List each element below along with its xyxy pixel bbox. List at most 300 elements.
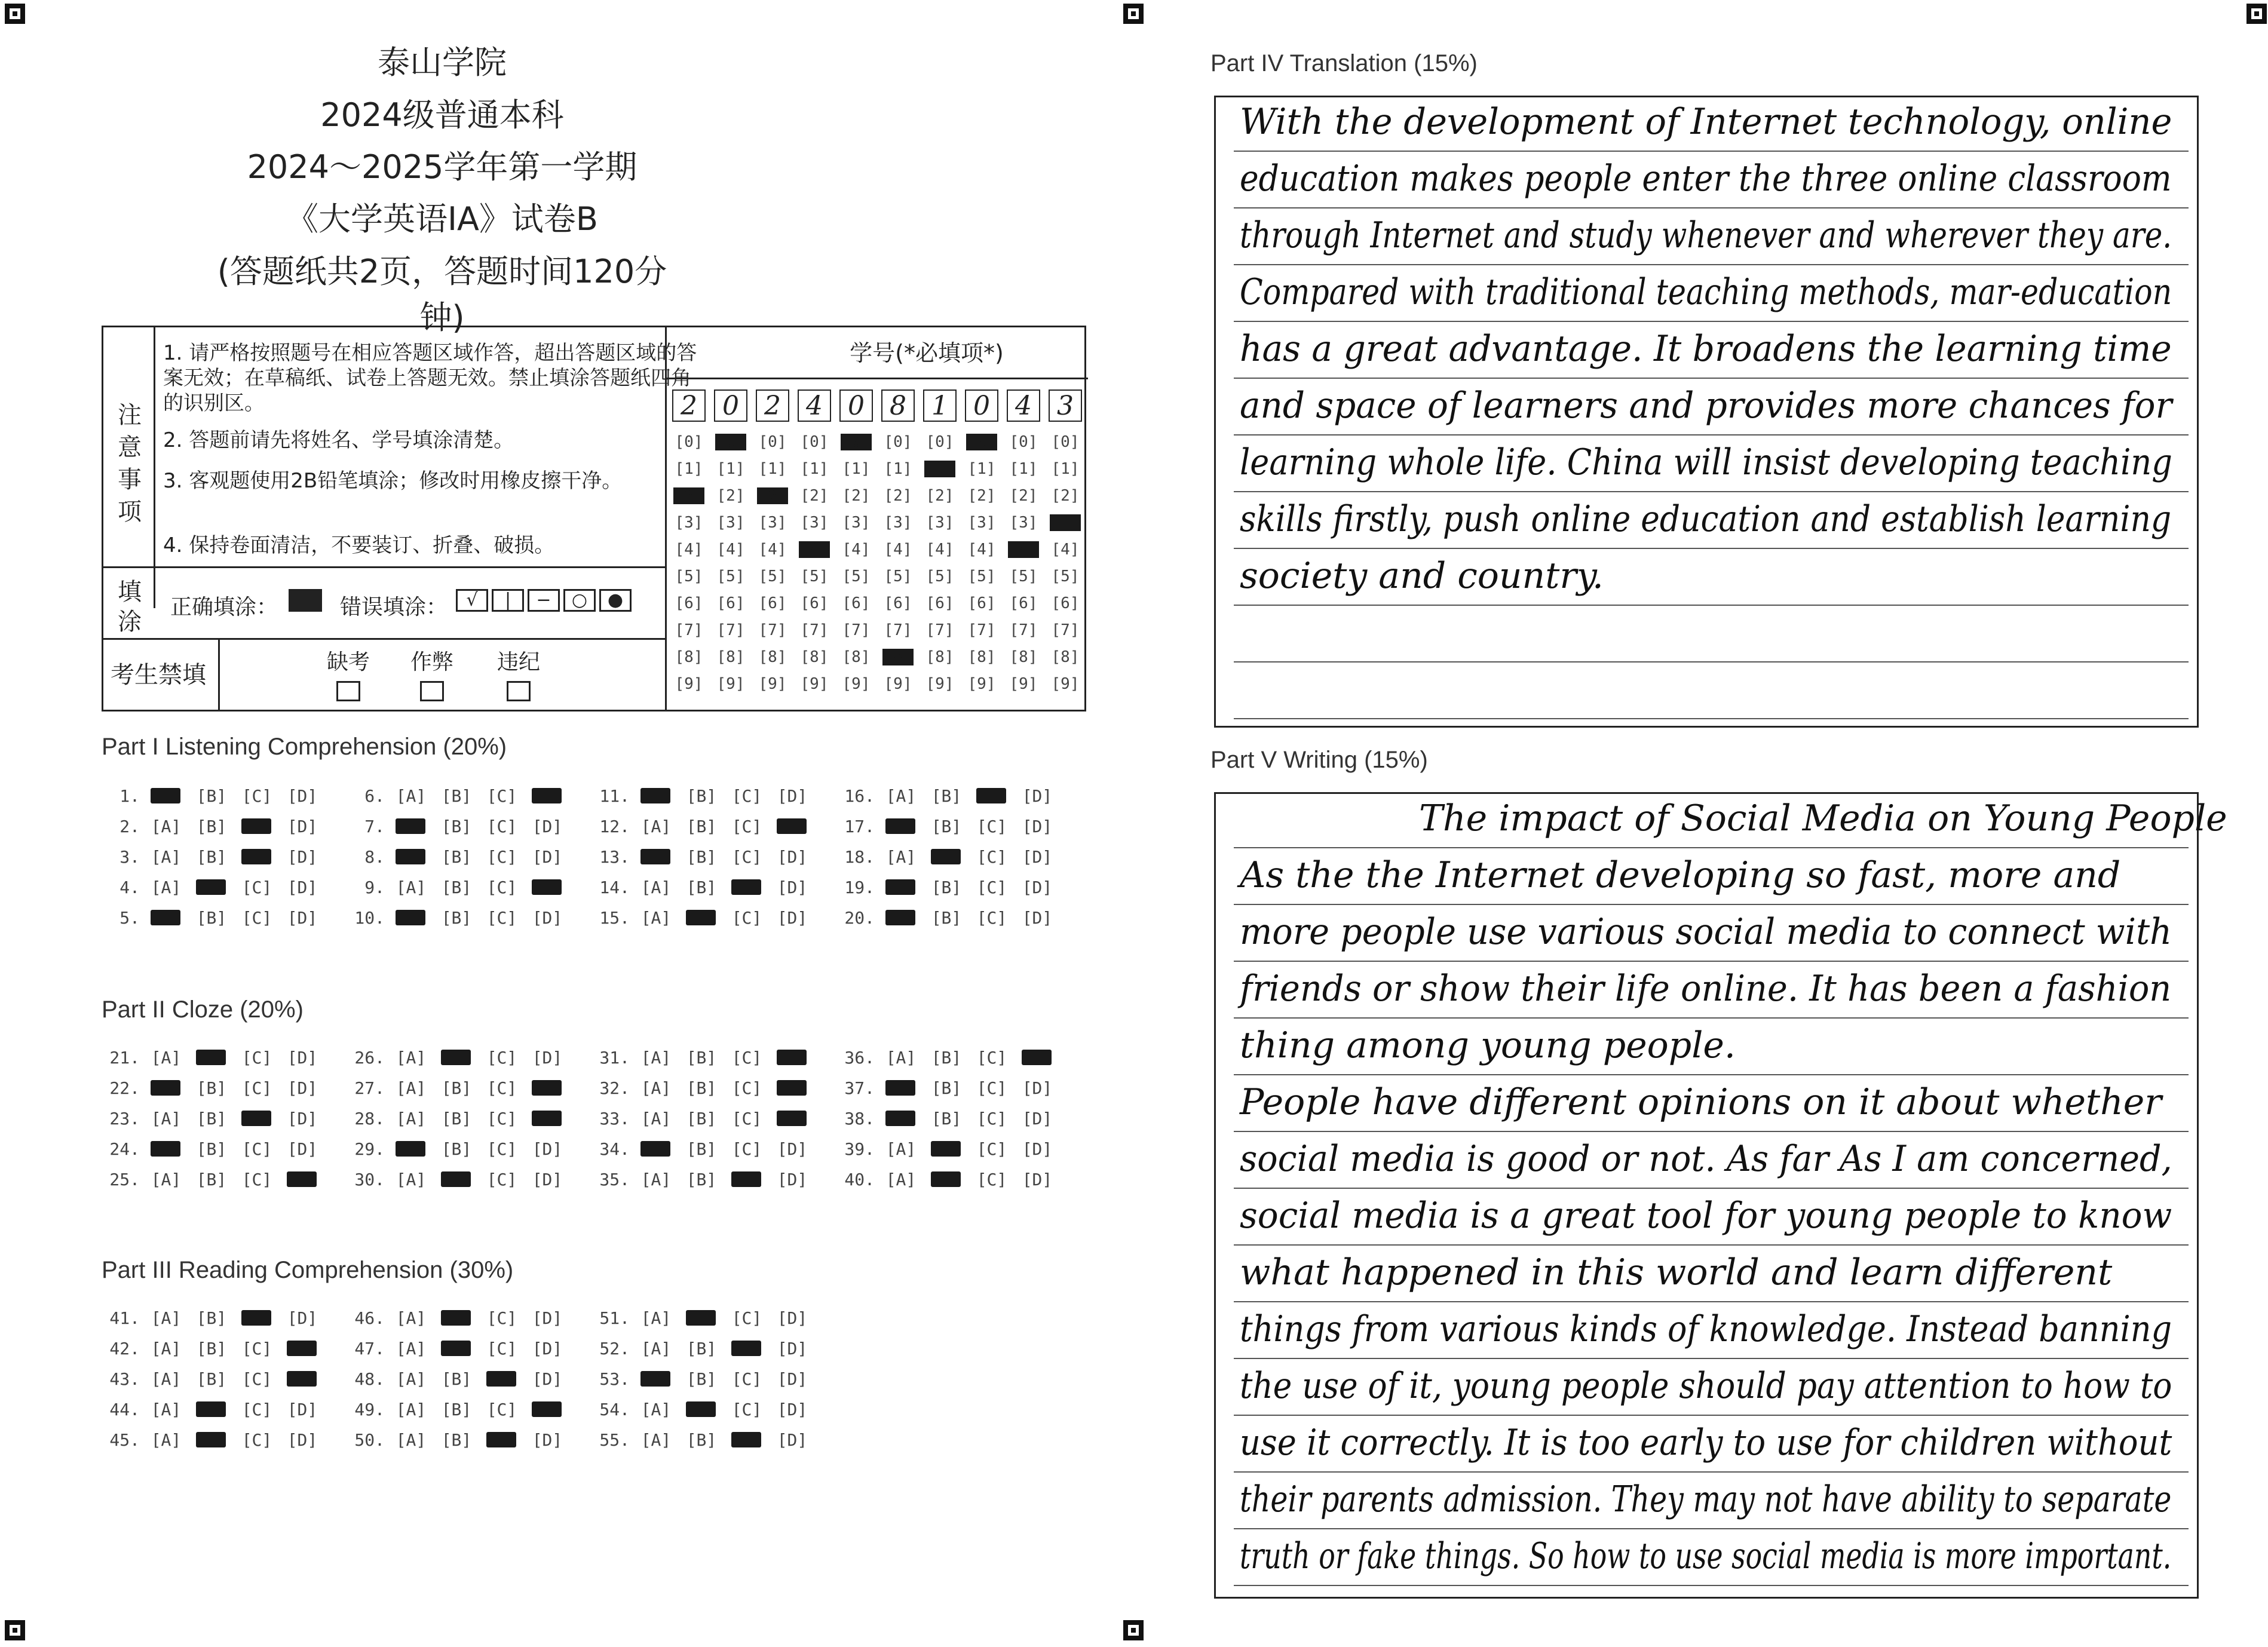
answer-bubble-d[interactable]: [D] <box>287 817 318 836</box>
answer-bubble-d[interactable]: [D] <box>777 1369 808 1389</box>
answer-bubble-d[interactable]: [D] <box>532 1170 563 1189</box>
answer-bubble-c[interactable]: [C] <box>241 908 272 928</box>
answer-bubble-c[interactable]: [C] <box>241 878 272 897</box>
answer-bubble-c[interactable]: [C] <box>241 1048 272 1068</box>
student-id-bubble[interactable]: [5] <box>1051 568 1080 585</box>
answer-bubble-c[interactable]: [C] <box>976 1048 1007 1068</box>
answer-bubble-c[interactable] <box>724 1430 770 1450</box>
student-id-bubble[interactable]: [7] <box>800 621 829 639</box>
student-id-bubble[interactable]: [5] <box>842 568 871 585</box>
answer-bubble-c[interactable]: [C] <box>976 878 1007 897</box>
answer-bubble-b[interactable]: [B] <box>441 1400 472 1419</box>
translation-answer-box[interactable] <box>1214 96 2199 728</box>
student-id-bubble[interactable]: [3] <box>884 514 912 532</box>
answer-bubble-a[interactable]: [A] <box>885 1139 917 1159</box>
answer-bubble-a[interactable] <box>878 1078 924 1098</box>
answer-bubble-d[interactable]: [D] <box>532 1430 563 1450</box>
student-id-bubble[interactable]: [3] <box>758 514 787 532</box>
answer-bubble-a[interactable]: [A] <box>640 1400 672 1419</box>
answer-bubble-c[interactable] <box>724 878 770 897</box>
student-id-bubble[interactable]: [0] <box>1009 433 1038 451</box>
student-id-bubble[interactable]: [9] <box>716 675 745 693</box>
answer-bubble-c[interactable]: [C] <box>976 1139 1007 1159</box>
student-id-bubble[interactable]: [6] <box>1009 594 1038 612</box>
student-id-bubble[interactable]: [3] <box>1050 514 1081 531</box>
answer-bubble-a[interactable] <box>633 847 679 867</box>
student-id-bubble[interactable]: [6] <box>716 594 745 612</box>
answer-bubble-d[interactable]: [D] <box>1022 1170 1053 1189</box>
answer-bubble-b[interactable]: [B] <box>441 908 472 928</box>
answer-bubble-b[interactable]: [B] <box>686 847 717 867</box>
answer-bubble-b[interactable]: [B] <box>931 1078 962 1098</box>
answer-bubble-d[interactable]: [D] <box>287 1048 318 1068</box>
answer-bubble-d[interactable]: [D] <box>777 1339 808 1358</box>
answer-bubble-d[interactable]: [D] <box>1022 1109 1053 1128</box>
answer-bubble-d[interactable]: [D] <box>532 1048 563 1068</box>
answer-bubble-c[interactable]: [C] <box>486 1139 517 1159</box>
student-id-bubble[interactable]: [4] <box>675 541 703 559</box>
answer-bubble-a[interactable]: [A] <box>640 1170 672 1189</box>
answer-bubble-d[interactable]: [D] <box>287 1078 318 1098</box>
answer-bubble-a[interactable] <box>143 1078 189 1098</box>
student-id-bubble[interactable]: [9] <box>1009 675 1038 693</box>
student-id-bubble[interactable]: [8] <box>967 648 996 666</box>
answer-bubble-d[interactable]: [D] <box>287 908 318 928</box>
student-id-bubble[interactable]: [4] <box>716 541 745 559</box>
answer-bubble-c[interactable]: [C] <box>976 1078 1007 1098</box>
answer-bubble-b[interactable]: [B] <box>196 1170 227 1189</box>
answer-bubble-b[interactable] <box>924 1139 969 1159</box>
answer-bubble-d[interactable]: [D] <box>1022 817 1053 836</box>
answer-bubble-b[interactable]: [B] <box>196 1369 227 1389</box>
answer-bubble-b[interactable]: [B] <box>686 817 717 836</box>
student-id-digit-cell[interactable]: 8 <box>881 389 915 422</box>
student-id-digit-cell[interactable]: 1 <box>923 389 957 422</box>
answer-bubble-d[interactable]: [D] <box>777 1170 808 1189</box>
answer-bubble-d[interactable]: [D] <box>1022 1078 1053 1098</box>
student-id-bubble[interactable]: [1] <box>884 460 912 478</box>
ban-absent-box[interactable] <box>336 681 360 701</box>
answer-bubble-a[interactable] <box>878 817 924 836</box>
student-id-bubble[interactable]: [1] <box>924 461 955 477</box>
answer-bubble-a[interactable]: [A] <box>151 847 182 867</box>
student-id-bubble[interactable]: [8] <box>675 648 703 666</box>
answer-bubble-c[interactable]: [C] <box>731 1109 762 1128</box>
student-id-bubble[interactable]: [6] <box>842 594 871 612</box>
answer-bubble-d[interactable] <box>525 1400 570 1419</box>
answer-bubble-b[interactable]: [B] <box>686 1339 717 1358</box>
answer-bubble-d[interactable]: [D] <box>287 847 318 867</box>
student-id-bubble[interactable]: [3] <box>925 514 954 532</box>
answer-bubble-a[interactable]: [A] <box>151 878 182 897</box>
answer-bubble-c[interactable]: [C] <box>486 1109 517 1128</box>
answer-bubble-b[interactable] <box>924 847 969 867</box>
student-id-bubble[interactable]: [1] <box>1009 460 1038 478</box>
answer-bubble-c[interactable]: [C] <box>731 908 762 928</box>
answer-bubble-b[interactable]: [B] <box>441 1109 472 1128</box>
answer-bubble-b[interactable]: [B] <box>441 786 472 806</box>
answer-bubble-c[interactable]: [C] <box>731 1048 762 1068</box>
student-id-bubble[interactable]: [8] <box>716 648 745 666</box>
student-id-bubble[interactable]: [4] <box>1051 541 1080 559</box>
answer-bubble-c[interactable]: [C] <box>731 1400 762 1419</box>
student-id-bubble[interactable]: [4] <box>967 541 996 559</box>
answer-bubble-a[interactable]: [A] <box>396 1078 427 1098</box>
answer-bubble-a[interactable]: [A] <box>151 1170 182 1189</box>
answer-bubble-b[interactable] <box>679 1400 724 1419</box>
answer-bubble-d[interactable] <box>525 786 570 806</box>
student-id-bubble[interactable]: [9] <box>925 675 954 693</box>
answer-bubble-c[interactable]: [C] <box>731 1308 762 1328</box>
answer-bubble-a[interactable]: [A] <box>151 1109 182 1128</box>
answer-bubble-b[interactable]: [B] <box>196 1078 227 1098</box>
answer-bubble-d[interactable] <box>770 1048 815 1068</box>
student-id-bubble[interactable]: [4] <box>758 541 787 559</box>
answer-bubble-c[interactable]: [C] <box>486 786 517 806</box>
answer-bubble-b[interactable]: [B] <box>441 1430 472 1450</box>
answer-bubble-d[interactable]: [D] <box>287 1400 318 1419</box>
student-id-bubble[interactable]: [7] <box>758 621 787 639</box>
student-id-bubble[interactable]: [2] <box>673 487 704 504</box>
answer-bubble-d[interactable]: [D] <box>287 1109 318 1128</box>
answer-bubble-b[interactable] <box>434 1048 479 1068</box>
answer-bubble-a[interactable]: [A] <box>396 786 427 806</box>
answer-bubble-b[interactable]: [B] <box>196 1339 227 1358</box>
answer-bubble-d[interactable] <box>770 1109 815 1128</box>
answer-bubble-b[interactable] <box>189 1400 234 1419</box>
student-id-bubble[interactable]: [3] <box>1009 514 1038 532</box>
answer-bubble-b[interactable]: [B] <box>686 1369 717 1389</box>
answer-bubble-d[interactable]: [D] <box>532 1339 563 1358</box>
student-id-bubble[interactable]: [5] <box>925 568 954 585</box>
answer-bubble-a[interactable]: [A] <box>640 1109 672 1128</box>
answer-bubble-a[interactable]: [A] <box>640 1430 672 1450</box>
student-id-bubble[interactable]: [2] <box>757 487 788 504</box>
student-id-digit-cell[interactable]: 2 <box>756 389 789 422</box>
student-id-bubble[interactable]: [4] <box>1008 541 1039 558</box>
student-id-bubble[interactable]: [7] <box>1009 621 1038 639</box>
answer-bubble-b[interactable]: [B] <box>196 847 227 867</box>
answer-bubble-b[interactable]: [B] <box>196 1109 227 1128</box>
answer-bubble-d[interactable]: [D] <box>1022 1139 1053 1159</box>
answer-bubble-c[interactable]: [C] <box>731 1369 762 1389</box>
answer-bubble-c[interactable] <box>234 847 280 867</box>
answer-bubble-a[interactable]: [A] <box>640 1308 672 1328</box>
answer-bubble-a[interactable]: [A] <box>885 786 917 806</box>
answer-bubble-b[interactable]: [B] <box>196 1139 227 1159</box>
answer-bubble-c[interactable]: [C] <box>241 1170 272 1189</box>
student-id-bubble[interactable]: [6] <box>925 594 954 612</box>
student-id-digit-cell[interactable]: 4 <box>1007 389 1040 422</box>
student-id-bubble[interactable]: [2] <box>1051 487 1080 505</box>
answer-bubble-a[interactable]: [A] <box>151 1339 182 1358</box>
answer-bubble-a[interactable] <box>388 847 434 867</box>
student-id-bubble[interactable]: [7] <box>842 621 871 639</box>
answer-bubble-a[interactable]: [A] <box>640 908 672 928</box>
answer-bubble-d[interactable]: [D] <box>777 847 808 867</box>
student-id-bubble[interactable]: [4] <box>799 541 830 558</box>
answer-bubble-d[interactable]: [D] <box>777 1430 808 1450</box>
answer-bubble-d[interactable] <box>525 1109 570 1128</box>
student-id-bubble[interactable]: [9] <box>758 675 787 693</box>
answer-bubble-d[interactable]: [D] <box>1022 847 1053 867</box>
answer-bubble-b[interactable]: [B] <box>441 1369 472 1389</box>
answer-bubble-a[interactable]: [A] <box>640 1339 672 1358</box>
answer-bubble-b[interactable]: [B] <box>196 786 227 806</box>
student-id-bubble[interactable]: [1] <box>675 460 703 478</box>
student-id-bubble[interactable]: [2] <box>925 487 954 505</box>
answer-bubble-b[interactable]: [B] <box>196 908 227 928</box>
answer-bubble-a[interactable] <box>143 1139 189 1159</box>
answer-bubble-c[interactable]: [C] <box>486 817 517 836</box>
answer-bubble-d[interactable] <box>1015 1048 1060 1068</box>
answer-bubble-a[interactable]: [A] <box>640 878 672 897</box>
student-id-bubble[interactable]: [0] <box>841 434 872 450</box>
student-id-bubble[interactable]: [1] <box>758 460 787 478</box>
answer-bubble-a[interactable]: [A] <box>151 1369 182 1389</box>
answer-bubble-b[interactable]: [B] <box>196 1308 227 1328</box>
answer-bubble-a[interactable]: [A] <box>396 1430 427 1450</box>
answer-bubble-c[interactable]: [C] <box>731 786 762 806</box>
answer-bubble-c[interactable]: [C] <box>731 1139 762 1159</box>
student-id-bubble[interactable]: [6] <box>884 594 912 612</box>
student-id-bubble[interactable]: [6] <box>800 594 829 612</box>
student-id-bubble[interactable]: [8] <box>882 649 914 665</box>
answer-bubble-c[interactable]: [C] <box>486 1170 517 1189</box>
student-id-bubble[interactable]: [9] <box>967 675 996 693</box>
answer-bubble-d[interactable]: [D] <box>287 878 318 897</box>
answer-bubble-d[interactable]: [D] <box>777 878 808 897</box>
student-id-bubble[interactable]: [9] <box>800 675 829 693</box>
answer-bubble-c[interactable] <box>479 1369 525 1389</box>
student-id-bubble[interactable]: [6] <box>1051 594 1080 612</box>
student-id-bubble[interactable]: [7] <box>884 621 912 639</box>
student-id-bubble[interactable]: [0] <box>758 433 787 451</box>
answer-bubble-c[interactable] <box>234 1109 280 1128</box>
student-id-bubble[interactable]: [3] <box>967 514 996 532</box>
answer-bubble-c[interactable] <box>724 1170 770 1189</box>
answer-bubble-a[interactable]: [A] <box>151 1430 182 1450</box>
answer-bubble-b[interactable]: [B] <box>441 878 472 897</box>
answer-bubble-d[interactable]: [D] <box>532 1369 563 1389</box>
answer-bubble-a[interactable] <box>143 908 189 928</box>
answer-bubble-c[interactable]: [C] <box>241 1339 272 1358</box>
student-id-bubble[interactable]: [7] <box>716 621 745 639</box>
answer-bubble-a[interactable]: [A] <box>151 1400 182 1419</box>
answer-bubble-a[interactable]: [A] <box>151 817 182 836</box>
answer-bubble-a[interactable]: [A] <box>396 1339 427 1358</box>
answer-bubble-d[interactable]: [D] <box>287 1139 318 1159</box>
ban-violation-box[interactable] <box>507 681 531 701</box>
student-id-bubble[interactable]: [2] <box>967 487 996 505</box>
answer-bubble-c[interactable]: [C] <box>731 847 762 867</box>
student-id-bubble[interactable]: [8] <box>1051 648 1080 666</box>
answer-bubble-c[interactable]: [C] <box>486 1308 517 1328</box>
answer-bubble-c[interactable]: [C] <box>486 1078 517 1098</box>
student-id-bubble[interactable]: [1] <box>842 460 871 478</box>
student-id-bubble[interactable]: [0] <box>925 433 954 451</box>
student-id-bubble[interactable]: [0] <box>884 433 912 451</box>
answer-bubble-d[interactable]: [D] <box>287 786 318 806</box>
answer-bubble-d[interactable]: [D] <box>287 1308 318 1328</box>
answer-bubble-a[interactable]: [A] <box>640 1048 672 1068</box>
answer-bubble-c[interactable]: [C] <box>976 817 1007 836</box>
student-id-bubble[interactable]: [1] <box>716 460 745 478</box>
answer-bubble-d[interactable] <box>770 1078 815 1098</box>
student-id-bubble[interactable]: [7] <box>925 621 954 639</box>
answer-bubble-b[interactable]: [B] <box>931 786 962 806</box>
answer-bubble-d[interactable]: [D] <box>777 1400 808 1419</box>
answer-bubble-d[interactable]: [D] <box>532 1308 563 1328</box>
student-id-digit-cell[interactable]: 0 <box>839 389 873 422</box>
answer-bubble-d[interactable]: [D] <box>777 1308 808 1328</box>
answer-bubble-d[interactable]: [D] <box>1022 878 1053 897</box>
answer-bubble-a[interactable]: [A] <box>396 878 427 897</box>
student-id-bubble[interactable]: [1] <box>967 460 996 478</box>
answer-bubble-d[interactable] <box>280 1170 325 1189</box>
answer-bubble-b[interactable]: [B] <box>931 1109 962 1128</box>
answer-bubble-b[interactable] <box>679 1308 724 1328</box>
answer-bubble-b[interactable]: [B] <box>931 817 962 836</box>
answer-bubble-a[interactable] <box>878 1109 924 1128</box>
answer-bubble-b[interactable]: [B] <box>686 1078 717 1098</box>
answer-bubble-a[interactable]: [A] <box>396 1048 427 1068</box>
student-id-digit-cell[interactable]: 2 <box>672 389 706 422</box>
student-id-bubble[interactable]: [4] <box>842 541 871 559</box>
answer-bubble-c[interactable]: [C] <box>486 1400 517 1419</box>
student-id-bubble[interactable]: [9] <box>675 675 703 693</box>
answer-bubble-c[interactable]: [C] <box>976 908 1007 928</box>
student-id-digit-cell[interactable]: 3 <box>1049 389 1082 422</box>
answer-bubble-c[interactable]: [C] <box>486 908 517 928</box>
answer-bubble-c[interactable]: [C] <box>486 1339 517 1358</box>
answer-bubble-a[interactable] <box>633 786 679 806</box>
answer-bubble-d[interactable] <box>280 1339 325 1358</box>
answer-bubble-a[interactable] <box>878 908 924 928</box>
answer-bubble-b[interactable]: [B] <box>441 847 472 867</box>
answer-bubble-a[interactable]: [A] <box>396 1400 427 1419</box>
answer-bubble-a[interactable]: [A] <box>396 1109 427 1128</box>
answer-bubble-c[interactable]: [C] <box>731 817 762 836</box>
student-id-bubble[interactable]: [3] <box>842 514 871 532</box>
answer-bubble-a[interactable] <box>143 786 189 806</box>
student-id-bubble[interactable]: [5] <box>884 568 912 585</box>
answer-bubble-b[interactable] <box>189 878 234 897</box>
answer-bubble-b[interactable]: [B] <box>441 817 472 836</box>
student-id-digit-cell[interactable]: 0 <box>965 389 998 422</box>
answer-bubble-b[interactable] <box>679 908 724 928</box>
answer-bubble-d[interactable] <box>525 878 570 897</box>
answer-bubble-d[interactable]: [D] <box>777 908 808 928</box>
answer-bubble-b[interactable] <box>189 1048 234 1068</box>
answer-bubble-c[interactable]: [C] <box>731 1078 762 1098</box>
answer-bubble-d[interactable]: [D] <box>532 908 563 928</box>
answer-bubble-a[interactable]: [A] <box>396 1369 427 1389</box>
answer-bubble-d[interactable] <box>525 1078 570 1098</box>
answer-bubble-d[interactable]: [D] <box>532 847 563 867</box>
student-id-bubble[interactable]: [5] <box>675 568 703 585</box>
student-id-bubble[interactable]: [8] <box>1009 648 1038 666</box>
answer-bubble-d[interactable] <box>280 1369 325 1389</box>
student-id-bubble[interactable]: [0] <box>1051 433 1080 451</box>
answer-bubble-c[interactable]: [C] <box>241 1139 272 1159</box>
answer-bubble-a[interactable] <box>878 878 924 897</box>
student-id-bubble[interactable]: [9] <box>1051 675 1080 693</box>
student-id-bubble[interactable]: [4] <box>925 541 954 559</box>
answer-bubble-c[interactable]: [C] <box>976 1109 1007 1128</box>
answer-bubble-a[interactable]: [A] <box>640 1078 672 1098</box>
student-id-bubble[interactable]: [5] <box>1009 568 1038 585</box>
answer-bubble-a[interactable] <box>388 817 434 836</box>
student-id-bubble[interactable]: [5] <box>758 568 787 585</box>
student-id-bubble[interactable]: [2] <box>842 487 871 505</box>
answer-bubble-b[interactable] <box>189 1430 234 1450</box>
answer-bubble-d[interactable]: [D] <box>532 817 563 836</box>
answer-bubble-a[interactable]: [A] <box>151 1308 182 1328</box>
answer-bubble-b[interactable]: [B] <box>931 1048 962 1068</box>
answer-bubble-a[interactable]: [A] <box>640 817 672 836</box>
answer-bubble-a[interactable]: [A] <box>885 1048 917 1068</box>
student-id-bubble[interactable]: [1] <box>800 460 829 478</box>
answer-bubble-a[interactable]: [A] <box>151 1048 182 1068</box>
answer-bubble-c[interactable]: [C] <box>976 847 1007 867</box>
answer-bubble-c[interactable] <box>234 817 280 836</box>
answer-bubble-b[interactable]: [B] <box>686 1170 717 1189</box>
student-id-bubble[interactable]: [2] <box>716 487 745 505</box>
answer-bubble-c[interactable] <box>234 1308 280 1328</box>
student-id-bubble[interactable]: [6] <box>675 594 703 612</box>
answer-bubble-a[interactable]: [A] <box>396 1170 427 1189</box>
answer-bubble-b[interactable]: [B] <box>441 1139 472 1159</box>
student-id-bubble[interactable]: [6] <box>967 594 996 612</box>
answer-bubble-c[interactable] <box>724 1339 770 1358</box>
student-id-bubble[interactable]: [6] <box>758 594 787 612</box>
student-id-bubble[interactable]: [9] <box>884 675 912 693</box>
student-id-bubble[interactable]: [3] <box>800 514 829 532</box>
student-id-bubble[interactable]: [2] <box>800 487 829 505</box>
student-id-bubble[interactable]: [5] <box>967 568 996 585</box>
answer-bubble-b[interactable]: [B] <box>686 878 717 897</box>
student-id-bubble[interactable]: [8] <box>925 648 954 666</box>
student-id-bubble[interactable]: [0] <box>800 433 829 451</box>
answer-bubble-d[interactable]: [D] <box>777 1139 808 1159</box>
answer-bubble-b[interactable]: [B] <box>686 1139 717 1159</box>
answer-bubble-b[interactable] <box>924 1170 969 1189</box>
student-id-bubble[interactable]: [1] <box>1051 460 1080 478</box>
answer-bubble-b[interactable]: [B] <box>686 1430 717 1450</box>
student-id-bubble[interactable]: [5] <box>716 568 745 585</box>
answer-bubble-c[interactable]: [C] <box>241 1400 272 1419</box>
answer-bubble-c[interactable] <box>969 786 1015 806</box>
student-id-bubble[interactable]: [8] <box>842 648 871 666</box>
answer-bubble-b[interactable]: [B] <box>196 817 227 836</box>
answer-bubble-a[interactable]: [A] <box>396 1308 427 1328</box>
student-id-bubble[interactable]: [0] <box>715 434 746 450</box>
answer-bubble-a[interactable] <box>633 1139 679 1159</box>
student-id-bubble[interactable]: [0] <box>675 433 703 451</box>
student-id-bubble[interactable]: [2] <box>1009 487 1038 505</box>
student-id-bubble[interactable]: [3] <box>716 514 745 532</box>
answer-bubble-c[interactable]: [C] <box>486 847 517 867</box>
answer-bubble-a[interactable]: [A] <box>885 1170 917 1189</box>
answer-bubble-b[interactable] <box>434 1308 479 1328</box>
answer-bubble-d[interactable] <box>770 817 815 836</box>
student-id-digit-cell[interactable]: 4 <box>798 389 831 422</box>
writing-answer-box[interactable] <box>1214 792 2227 1599</box>
answer-bubble-c[interactable]: [C] <box>241 1430 272 1450</box>
answer-bubble-b[interactable] <box>434 1170 479 1189</box>
ban-cheat-box[interactable] <box>420 681 444 701</box>
